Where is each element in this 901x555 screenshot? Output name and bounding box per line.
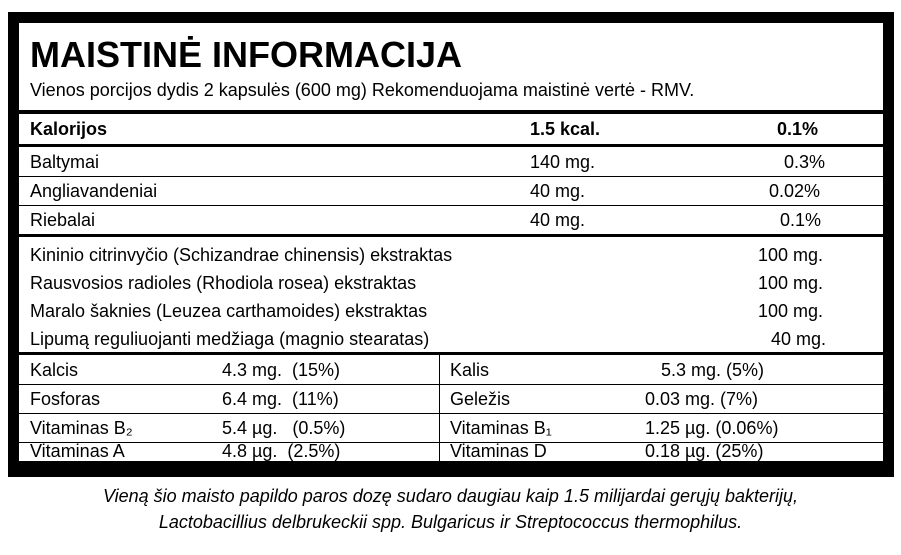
- mineral-name: Kalis: [450, 360, 490, 380]
- divider-macros: [19, 234, 883, 237]
- mineral-name: Vitaminas A: [30, 441, 125, 461]
- footer-line-1: Vieną šio maisto papildo paros dozę sudaro daugiau kaip 1.5 milijardai gerųjų bakterijų,: [102, 486, 799, 506]
- mineral-value: 5.4 µg. (0.5%): [222, 418, 346, 438]
- ingredient-amount: 100 mg.: [758, 273, 824, 293]
- ingredient-amount: 100 mg.: [758, 301, 824, 321]
- calories-label: Kalorijos: [30, 119, 108, 139]
- macro-amount: 140 mg.: [530, 152, 596, 172]
- calories-percent: 0.1%: [777, 119, 819, 139]
- divider-ingredients: [19, 352, 883, 355]
- macro-percent: 0.1%: [780, 210, 822, 230]
- calories-amount: 1.5 kcal.: [530, 119, 601, 139]
- ingredient-row: [19, 269, 883, 297]
- mineral-name: Kalcis: [30, 360, 79, 380]
- mineral-value: 4.8 µg. (2.5%): [222, 441, 341, 461]
- macro-row: [19, 177, 883, 205]
- ingredient-name: Kininio citrinvyčio (Schizandrae chinensis) ekstraktas: [30, 245, 453, 265]
- divider-calories: [19, 144, 883, 147]
- ingredient-amount: 100 mg.: [758, 245, 824, 265]
- mineral-name: Vitaminas B₁: [450, 418, 552, 438]
- ingredient-row: [19, 325, 883, 353]
- macro-name: Angliavandeniai: [30, 181, 158, 201]
- calories-row: [19, 115, 883, 143]
- ingredient-amount: 40 mg.: [771, 329, 827, 349]
- mineral-value: 4.3 mg. (15%): [222, 360, 341, 380]
- macro-row: [19, 206, 883, 234]
- divider-thick: [19, 110, 883, 114]
- ingredient-name: Rausvosios radioles (Rhodiola rosea) ekstraktas: [30, 273, 417, 293]
- macro-percent: 0.02%: [769, 181, 821, 201]
- mineral-value: 6.4 mg. (11%): [222, 389, 339, 409]
- mineral-value: 0.18 µg. (25%): [645, 441, 764, 461]
- mineral-value: 5.3 mg. (5%): [661, 360, 765, 380]
- nutrition-label-panel: [19, 23, 883, 461]
- macro-name: Riebalai: [30, 210, 96, 230]
- mineral-name: Vitaminas D: [450, 441, 547, 461]
- footer-line-2: Lactobacillius delbrukeckii spp. Bulgaricus ir Streptococcus thermophilus.: [158, 512, 743, 532]
- ingredient-row: [19, 297, 883, 325]
- mineral-value: 0.03 mg. (7%): [645, 389, 759, 409]
- mineral-name: Vitaminas B₂: [30, 418, 133, 438]
- footer-note: [0, 483, 901, 535]
- ingredient-name: Maralo šaknies (Leuzea carthamoides) ekstraktas: [30, 301, 428, 321]
- macro-name: Baltymai: [30, 152, 100, 172]
- nutrition-label-frame: [8, 12, 894, 477]
- mineral-value: 1.25 µg. (0.06%): [645, 418, 779, 438]
- macro-amount: 40 mg.: [530, 210, 586, 230]
- mineral-row: [19, 437, 883, 465]
- macro-amount: 40 mg.: [530, 181, 586, 201]
- ingredient-row: [19, 241, 883, 269]
- macro-percent: 0.3%: [784, 152, 826, 172]
- mineral-row: [19, 356, 883, 384]
- macro-row: [19, 148, 883, 176]
- mineral-row: [19, 385, 883, 413]
- label-title: MAISTINĖ INFORMACIJA: [30, 34, 462, 75]
- mineral-name: Geležis: [450, 389, 511, 409]
- serving-size-text: Vienos porcijos dydis 2 kapsulės (600 mg) Rekomenduojama maistinė vertė - RMV.: [30, 80, 695, 100]
- mineral-name: Fosforas: [30, 389, 101, 409]
- ingredient-name: Lipumą reguliuojanti medžiaga (magnio stearatas): [30, 329, 430, 349]
